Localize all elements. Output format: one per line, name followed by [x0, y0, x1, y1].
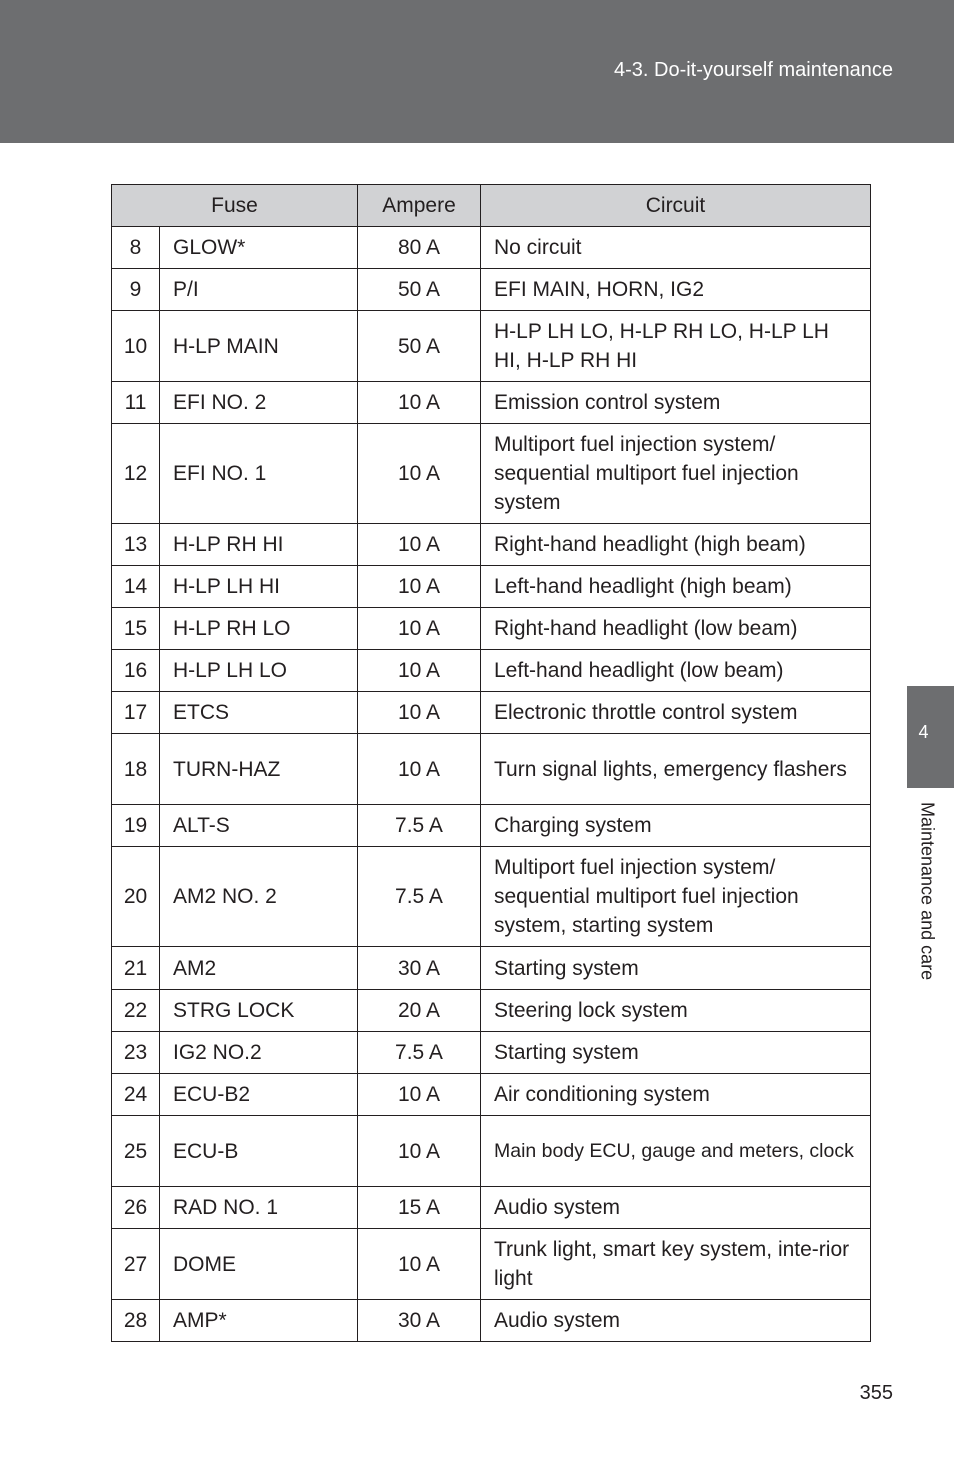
fuse-number: 14: [112, 566, 160, 608]
fuse-circuit: Right-hand headlight (high beam): [481, 524, 871, 566]
fuse-circuit: Audio system: [481, 1300, 871, 1342]
table-row: [112, 805, 871, 847]
fuse-name: TURN-HAZ: [160, 734, 358, 805]
fuse-circuit: Right-hand headlight (low beam): [481, 608, 871, 650]
table-row: [112, 1300, 871, 1342]
table-row: [112, 847, 871, 947]
fuse-name: ETCS: [160, 692, 358, 734]
fuse-number: 28: [112, 1300, 160, 1342]
fuse-ampere: 10 A: [358, 608, 481, 650]
fuse-ampere: 10 A: [358, 382, 481, 424]
fuse-ampere: 15 A: [358, 1187, 481, 1229]
chapter-tab-label: Maintenance and care: [917, 802, 938, 981]
fuse-circuit: Audio system: [481, 1187, 871, 1229]
fuse-circuit: Charging system: [481, 805, 871, 847]
fuse-name: ECU-B: [160, 1116, 358, 1187]
fuse-ampere: 10 A: [358, 692, 481, 734]
table-row: [112, 1074, 871, 1116]
fuse-name: H-LP RH LO: [160, 608, 358, 650]
fuse-number: 27: [112, 1229, 160, 1300]
fuse-ampere: 10 A: [358, 424, 481, 524]
table-row: [112, 650, 871, 692]
fuse-circuit: Steering lock system: [481, 990, 871, 1032]
fuse-circuit: Starting system: [481, 947, 871, 990]
column-header-ampere: Ampere: [358, 185, 481, 227]
fuse-number: 25: [112, 1116, 160, 1187]
table-row: [112, 424, 871, 524]
fuse-ampere: 10 A: [358, 1229, 481, 1300]
fuse-ampere: 10 A: [358, 566, 481, 608]
fuse-number: 16: [112, 650, 160, 692]
fuse-ampere: 10 A: [358, 524, 481, 566]
fuse-name: ALT-S: [160, 805, 358, 847]
fuse-circuit: Emission control system: [481, 382, 871, 424]
fuse-circuit: Electronic throttle control system: [481, 692, 871, 734]
fuse-name: H-LP MAIN: [160, 311, 358, 382]
fuse-circuit: H-LP LH LO, H-LP RH LO, H-LP LH HI, H-LP RH HI: [481, 311, 871, 382]
fuse-ampere: 7.5 A: [358, 805, 481, 847]
fuse-number: 13: [112, 524, 160, 566]
table-row: [112, 692, 871, 734]
fuse-number: 8: [112, 227, 160, 269]
fuse-number: 15: [112, 608, 160, 650]
table-row: [112, 227, 871, 269]
fuse-number: 26: [112, 1187, 160, 1229]
fuse-name: GLOW*: [160, 227, 358, 269]
fuse-name: AM2 NO. 2: [160, 847, 358, 947]
fuse-number: 9: [112, 269, 160, 311]
fuse-ampere: 30 A: [358, 947, 481, 990]
fuse-ampere: 10 A: [358, 1074, 481, 1116]
fuse-ampere: 10 A: [358, 1116, 481, 1187]
fuse-circuit: Multiport fuel injection system/ sequential multiport fuel injection system: [481, 424, 871, 524]
fuse-circuit: Trunk light, smart key system, inte-rior light: [481, 1229, 871, 1300]
fuse-ampere: 80 A: [358, 227, 481, 269]
table-row: [112, 1032, 871, 1074]
table-row: [112, 608, 871, 650]
table-row: [112, 311, 871, 382]
fuse-name: EFI NO. 2: [160, 382, 358, 424]
fuse-circuit: Left-hand headlight (high beam): [481, 566, 871, 608]
fuse-ampere: 7.5 A: [358, 847, 481, 947]
column-header-circuit: Circuit: [481, 185, 871, 227]
table-row: [112, 269, 871, 311]
fuse-name: H-LP RH HI: [160, 524, 358, 566]
fuse-circuit: Left-hand headlight (low beam): [481, 650, 871, 692]
fuse-number: 19: [112, 805, 160, 847]
fuse-number: 18: [112, 734, 160, 805]
fuse-circuit: Starting system: [481, 1032, 871, 1074]
fuse-table: [111, 184, 871, 1342]
table-header-row: [112, 185, 871, 227]
chapter-tab-number: 4: [918, 722, 929, 742]
table-row: [112, 1187, 871, 1229]
fuse-circuit: Multiport fuel injection system/ sequential multiport fuel injection system, starting system: [481, 847, 871, 947]
fuse-name: AMP*: [160, 1300, 358, 1342]
fuse-name: STRG LOCK: [160, 990, 358, 1032]
fuse-number: 10: [112, 311, 160, 382]
fuse-name: P/I: [160, 269, 358, 311]
fuse-number: 22: [112, 990, 160, 1032]
fuse-name: H-LP LH LO: [160, 650, 358, 692]
fuse-name: IG2 NO.2: [160, 1032, 358, 1074]
fuse-number: 12: [112, 424, 160, 524]
fuse-ampere: 50 A: [358, 269, 481, 311]
fuse-circuit: Air conditioning system: [481, 1074, 871, 1116]
fuse-circuit: Turn signal lights, emergency flashers: [481, 734, 871, 805]
fuse-ampere: 20 A: [358, 990, 481, 1032]
table-row: [112, 382, 871, 424]
table-row: [112, 524, 871, 566]
table-row: [112, 566, 871, 608]
fuse-number: 17: [112, 692, 160, 734]
fuse-number: 23: [112, 1032, 160, 1074]
table-row: [112, 734, 871, 805]
table-row: [112, 990, 871, 1032]
page-number: 355: [859, 1382, 893, 1404]
fuse-number: 11: [112, 382, 160, 424]
fuse-circuit: Main body ECU, gauge and meters, clock: [481, 1116, 871, 1187]
column-header-fuse: Fuse: [112, 185, 358, 227]
fuse-name: H-LP LH HI: [160, 566, 358, 608]
table-row: [112, 1116, 871, 1187]
fuse-circuit: No circuit: [481, 227, 871, 269]
fuse-name: ECU-B2: [160, 1074, 358, 1116]
fuse-ampere: 50 A: [358, 311, 481, 382]
fuse-ampere: 10 A: [358, 734, 481, 805]
table-row: [112, 1229, 871, 1300]
fuse-number: 21: [112, 947, 160, 990]
fuse-name: EFI NO. 1: [160, 424, 358, 524]
fuse-name: AM2: [160, 947, 358, 990]
fuse-number: 24: [112, 1074, 160, 1116]
table-row: [112, 947, 871, 990]
section-title: 4-3. Do-it-yourself maintenance: [613, 59, 893, 81]
fuse-ampere: 7.5 A: [358, 1032, 481, 1074]
fuse-circuit: EFI MAIN, HORN, IG2: [481, 269, 871, 311]
fuse-number: 20: [112, 847, 160, 947]
fuse-name: DOME: [160, 1229, 358, 1300]
fuse-ampere: 30 A: [358, 1300, 481, 1342]
fuse-name: RAD NO. 1: [160, 1187, 358, 1229]
fuse-ampere: 10 A: [358, 650, 481, 692]
